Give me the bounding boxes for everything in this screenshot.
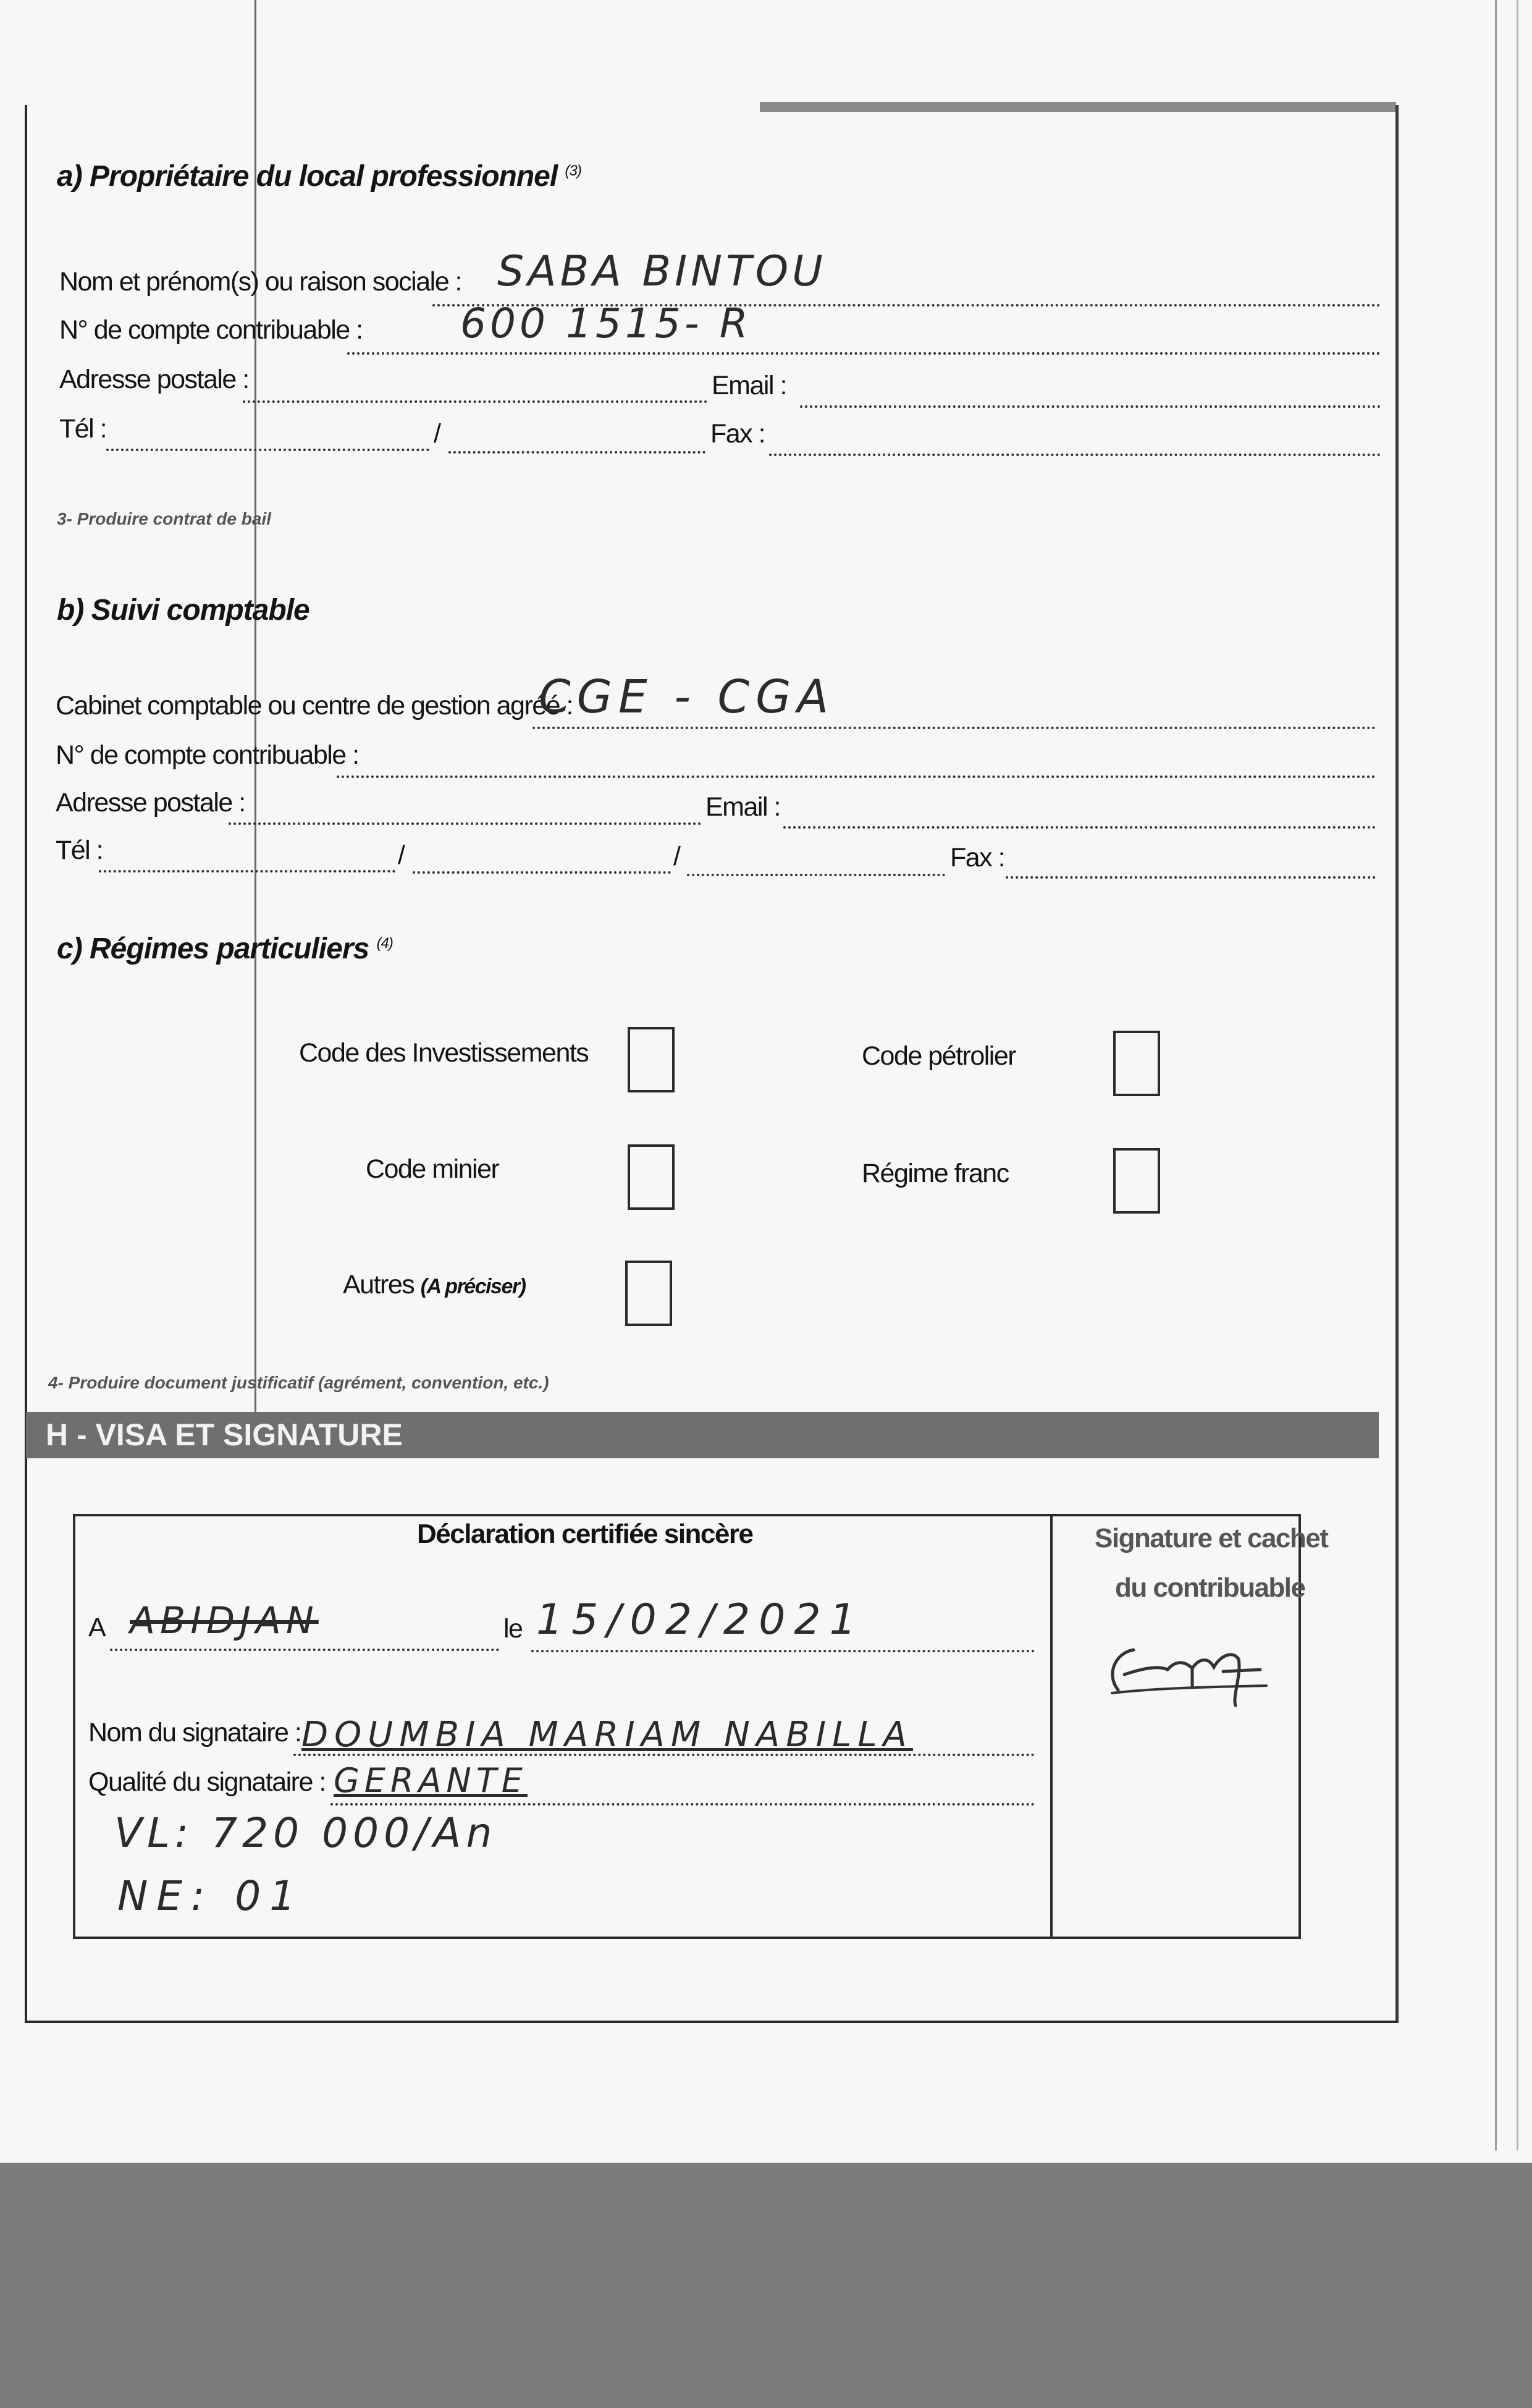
note-3: 3- Produire contrat de bail — [57, 509, 271, 528]
accountant-address-line — [229, 822, 701, 825]
option-petrolier-label: Code pétrolier — [862, 1041, 1016, 1071]
option-autres-checkbox[interactable] — [625, 1261, 672, 1326]
option-autres-text: Autres — [343, 1270, 415, 1299]
owner-email-line — [800, 405, 1381, 408]
owner-tel-label: Tél : — [59, 414, 107, 444]
signature-title-line1: Signature et cachet — [1095, 1523, 1328, 1553]
owner-fax-label: Fax : — [710, 419, 765, 449]
accountant-tel-slash-1: / — [398, 840, 405, 870]
note-4: 4- Produire document justificatif (agrément, convention, etc.) — [48, 1373, 549, 1392]
place-value[interactable]: ABIDJAN — [130, 1599, 319, 1642]
section-a-title-text: a) Propriétaire du local professionnel — [57, 160, 558, 193]
signature-title-line2: du contribuable — [1115, 1573, 1305, 1603]
date-line — [531, 1650, 1035, 1652]
section-c-ref: (4) — [376, 935, 393, 952]
owner-name-value[interactable]: SABA BINTOU — [497, 247, 827, 296]
owner-name-label: Nom et prénom(s) ou raison sociale : — [59, 267, 462, 297]
quality-label: Qualité du signataire : — [88, 1767, 326, 1797]
signature-divider — [1050, 1514, 1053, 1939]
owner-account-value[interactable]: 600 1515- R — [460, 300, 752, 347]
option-autres-hint: (A préciser) — [420, 1275, 526, 1298]
owner-account-label: N° de compte contribuable : — [59, 315, 363, 345]
section-b-title: b) Suivi comptable — [57, 594, 309, 627]
option-autres-label — [343, 1270, 525, 1300]
date-label: le — [503, 1614, 523, 1644]
accountant-tel-line-3 — [687, 874, 945, 876]
declaration-title: Déclaration certifiée sincère — [417, 1519, 753, 1549]
accountant-account-line — [337, 775, 1376, 778]
taxpayer-signature — [1100, 1631, 1273, 1712]
section-c-title — [57, 932, 393, 966]
option-minier-label: Code minier — [366, 1154, 499, 1184]
scan-edge-line — [1495, 0, 1497, 2150]
owner-fax-line — [769, 454, 1381, 456]
place-label: A — [88, 1613, 106, 1642]
quality-line — [330, 1803, 1035, 1806]
section-h-banner: H - VISA ET SIGNATURE — [26, 1412, 1379, 1458]
signatory-label: Nom du signataire : — [88, 1718, 301, 1747]
owner-address-label: Adresse postale : — [59, 365, 249, 394]
owner-tel-slash: / — [434, 419, 440, 449]
signatory-value[interactable]: DOUMBIA MARIAM NABILLA — [301, 1715, 913, 1755]
accountant-email-label: Email : — [705, 792, 780, 822]
accountant-fax-label: Fax : — [950, 843, 1005, 872]
section-c-title-text: c) Régimes particuliers — [57, 932, 369, 965]
place-line — [110, 1649, 499, 1651]
owner-address-line — [243, 400, 707, 403]
accountant-tel-slash-2: / — [673, 842, 680, 871]
quality-value[interactable]: GERANTE — [334, 1761, 528, 1800]
accountant-label: Cabinet comptable ou centre de gestion agréé : — [56, 691, 573, 720]
accountant-tel-label: Tél : — [56, 835, 103, 865]
accountant-email-line — [783, 826, 1376, 829]
handwritten-vl-note: VL: 720 000/An — [114, 1809, 497, 1857]
accountant-tel-line-1 — [99, 870, 395, 872]
option-investissements-label: Code des Investissements — [299, 1038, 589, 1068]
accountant-value[interactable]: CGE - CGA — [539, 670, 835, 724]
accountant-address-label: Adresse postale : — [56, 788, 245, 817]
owner-email-label: Email : — [712, 371, 786, 400]
date-value[interactable]: 15/02/2021 — [536, 1595, 865, 1644]
accountant-line — [532, 727, 1376, 729]
option-minier-checkbox[interactable] — [628, 1144, 675, 1210]
accountant-tel-line-2 — [413, 871, 671, 874]
section-a-ref: (3) — [565, 163, 581, 179]
owner-tel-line-1 — [106, 449, 429, 451]
option-franc-checkbox[interactable] — [1113, 1148, 1160, 1214]
owner-tel-line-2 — [448, 451, 705, 454]
option-investissements-checkbox[interactable] — [628, 1027, 675, 1092]
section-a-title — [57, 159, 581, 193]
owner-account-line — [347, 352, 1381, 355]
accountant-fax-line — [1006, 876, 1376, 879]
handwritten-ne-note: NE: 01 — [117, 1872, 305, 1920]
accountant-account-label: N° de compte contribuable : — [56, 740, 359, 770]
option-petrolier-checkbox[interactable] — [1113, 1031, 1160, 1096]
option-franc-label: Régime franc — [862, 1159, 1009, 1188]
scan-edge-line — [1517, 0, 1518, 2150]
